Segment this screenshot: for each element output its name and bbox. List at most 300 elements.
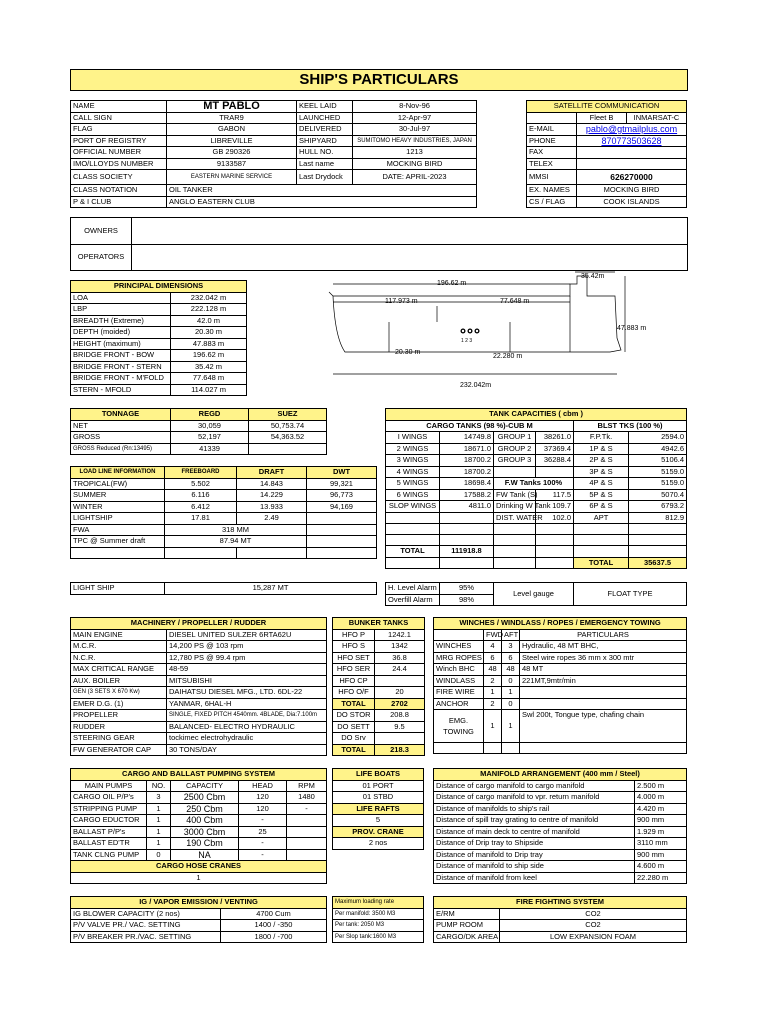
particulars-header: PARTICULARS [520, 629, 687, 641]
no-header: NO. [147, 780, 171, 792]
manifold-value: 22.280 m [635, 872, 687, 884]
winch-particulars [520, 687, 687, 699]
group-value: 109.7 [536, 501, 574, 513]
winch-particulars [520, 698, 687, 710]
cargo-total-label: TOTAL [386, 546, 440, 558]
ig-row [71, 931, 327, 943]
official-number-value: GB 290326 [167, 147, 297, 159]
winch-label: ANCHOR [434, 698, 484, 710]
owners-operators-box [70, 217, 688, 271]
ballast-tank-value: 2594.0 [629, 432, 687, 444]
pump-label: TANK CLNG PUMP [71, 849, 147, 861]
ballast-total-label: TOTAL [574, 557, 629, 569]
capacity-header: CAPACITY [171, 780, 239, 792]
winch-row [434, 687, 687, 699]
manifold-row [434, 838, 687, 850]
bunker-tank-value [375, 733, 425, 745]
manifold-value: 3110 mm [635, 838, 687, 850]
winch-aft: 1 [502, 687, 520, 699]
tpc-label: TPC @ Summer draft [71, 536, 165, 548]
cargo-tanks-header: CARGO TANKS (98 %)-CUB M [386, 420, 574, 432]
inmarsat-value: INMARSAT-C [627, 112, 687, 124]
machinery-label: EMER D.G. (1) [71, 698, 167, 710]
bunker-row [333, 652, 425, 664]
freeboard-header: FREEBOARD [165, 467, 237, 479]
loading-rate-row [333, 908, 424, 920]
fleet-value: Fleet B [577, 112, 627, 124]
operators-label: OPERATORS [71, 244, 132, 270]
bunker-tank-value: 2702 [375, 698, 425, 710]
ballast-tank-value: 812.9 [629, 512, 687, 524]
cargo-hose-cranes-value: 1 [71, 872, 327, 884]
manifold-row [434, 815, 687, 827]
tpc-value: 87.94 MT [165, 536, 307, 548]
group-label: GROUP 1 [494, 432, 536, 444]
life-boat-stbd: 01 STBD [333, 792, 424, 804]
fwa-value: 318 MM [165, 524, 307, 536]
group-value: 37369.4 [536, 443, 574, 455]
hull-no-label: HULL NO. [297, 147, 353, 159]
manifold-row [434, 792, 687, 804]
load-line-value [307, 513, 377, 525]
gross-reduced-regd: 41339 [171, 443, 249, 455]
group-label: FW Tank (S) [494, 489, 536, 501]
satellite-communication-table [526, 100, 686, 208]
phone-label: PHONE [527, 135, 577, 147]
dimension-label: LOA [71, 292, 171, 304]
level-gauge-type: FLOAT TYPE [574, 583, 687, 606]
drawing-height-dimension: 47.883 m [617, 325, 647, 332]
machinery-label: MAX CRITICAL RANGE [71, 664, 167, 676]
group-value: 38261.0 [536, 432, 574, 444]
keel-laid-value: 8-Nov-96 [353, 101, 477, 113]
manifold-value: 900 mm [635, 815, 687, 827]
drawing-depth-dimension: 20.30 m [395, 349, 421, 356]
pump-row [71, 838, 327, 850]
bunker-tank-label: TOTAL [333, 744, 375, 756]
loading-rate-value: Per tank: 2050 M3 [333, 920, 424, 932]
manifold-label: Distance of main deck to centre of manifold [434, 826, 635, 838]
machinery-label: GEN (3 SETS X 670 Kw) [71, 687, 167, 699]
light-ship-table [70, 582, 376, 595]
machinery-label: N.C.R. [71, 652, 167, 664]
ballast-tank-value: 5070.4 [629, 489, 687, 501]
pump-count: 1 [147, 803, 171, 815]
ballast-total-value: 35637.5 [629, 557, 687, 569]
load-line-value: 6.412 [165, 501, 237, 513]
gross-regd: 52,197 [171, 432, 249, 444]
load-line-row [71, 513, 377, 525]
life-boats-header: LIFE BOATS [333, 769, 424, 781]
dimension-row [71, 292, 247, 304]
machinery-value: tockimec electrohydraulic [167, 733, 327, 745]
telex-label: TELEX [527, 158, 577, 170]
machinery-row [71, 744, 327, 756]
cs-flag-value: COOK ISLANDS [577, 196, 687, 208]
load-line-value: 94,169 [307, 501, 377, 513]
pump-row [71, 849, 327, 861]
bunker-row [333, 733, 425, 745]
page-title: SHIP'S PARTICULARS [70, 69, 688, 91]
loading-rate-row [333, 931, 424, 943]
fire-fighting-table [433, 896, 686, 943]
dimension-row [71, 350, 247, 362]
drawing-keel-manifold-dimension: 22.280 m [493, 353, 523, 360]
group-value [536, 466, 574, 478]
machinery-row [71, 664, 327, 676]
ballast-tank-value: 5106.4 [629, 455, 687, 467]
name-label: NAME [71, 101, 167, 113]
ig-value: 1400 / -350 [221, 920, 327, 932]
imo-number-label: IMO/LLOYDS NUMBER [71, 158, 167, 170]
manifold-row [434, 826, 687, 838]
machinery-value: DIESEL UNITED SULZER 6RTA62U [167, 629, 327, 641]
winch-label: MRG ROPES [434, 652, 484, 664]
machinery-label: PROPELLER [71, 710, 167, 722]
tonnage-header: TONNAGE [71, 409, 171, 421]
manifold-value: 4.600 m [635, 861, 687, 873]
blank-row [386, 524, 687, 535]
fire-row [434, 908, 687, 920]
pump-capacity: 2500 Cbm [171, 792, 239, 804]
pi-club-value: ANGLO EASTERN CLUB [167, 196, 477, 208]
pump-rpm [287, 815, 327, 827]
cargo-tank-value [440, 512, 494, 524]
winch-fwd: 48 [484, 664, 502, 676]
pump-head: - [239, 838, 287, 850]
drawing-manifold-bridge-dimension: 77.648 m [500, 298, 530, 305]
bunker-row [333, 698, 425, 710]
tank-row [386, 501, 687, 513]
ballast-tank-value: 6793.2 [629, 501, 687, 513]
bunker-tank-value: 208.8 [375, 710, 425, 722]
pump-label: CARGO EDUCTOR [71, 815, 147, 827]
winch-row [434, 675, 687, 687]
gross-reduced-label: GROSS Reduced (Rn:13495) [71, 443, 171, 455]
pump-count: 1 [147, 826, 171, 838]
call-sign-label: CALL SIGN [71, 112, 167, 124]
pump-capacity: 3000 Cbm [171, 826, 239, 838]
flag-value: GABON [167, 124, 297, 136]
blank-row [386, 535, 687, 546]
dimension-row [71, 373, 247, 385]
machinery-row [71, 687, 327, 699]
tank-capacities-table [385, 408, 686, 569]
gross-reduced-suez [249, 443, 327, 455]
pump-label: BALLAST ED'TR [71, 838, 147, 850]
fwd-header: FWD [484, 629, 502, 641]
manifold-label: Distance of Drip tray to Shipside [434, 838, 635, 850]
bunker-row [333, 744, 425, 756]
ballast-tanks-header: BLST TKS (100 %) [574, 420, 687, 432]
ballast-tank-label: 6P & S [574, 501, 629, 513]
tank-row [386, 432, 687, 444]
winch-particulars: Hydraulic, 48 MT BHC, [520, 641, 687, 653]
ship-profile-drawing [325, 268, 686, 392]
dimension-value: 20.30 m [171, 327, 247, 339]
bunker-tank-value: 1242.1 [375, 629, 425, 641]
cargo-tank-label: 4 WINGS [386, 466, 440, 478]
machinery-value: DAIHATSU DIESEL MFG., LTD. 6DL-22 [167, 687, 327, 699]
load-line-label: LIGHTSHIP [71, 513, 165, 525]
pump-label: BALLAST P/P's [71, 826, 147, 838]
shipyard-label: SHIPYARD [297, 135, 353, 147]
manifold-row [434, 803, 687, 815]
bunker-tank-label: HFO SET [333, 652, 375, 664]
dimensions-header: PRINCIPAL DIMENSIONS [71, 281, 247, 293]
bunker-row [333, 721, 425, 733]
blank-row [434, 743, 687, 754]
winch-fwd: 1 [484, 687, 502, 699]
winch-aft: 48 [502, 664, 520, 676]
cargo-tank-value: 18671.0 [440, 443, 494, 455]
pump-count: 0 [147, 849, 171, 861]
pump-row [71, 792, 327, 804]
machinery-row [71, 733, 327, 745]
pumping-system-table [70, 768, 326, 884]
pump-capacity: NA [171, 849, 239, 861]
life-rafts-header: LIFE RAFTS [333, 803, 424, 815]
drawing-aft-manifold-dimension: 117.973 m [385, 298, 418, 305]
winch-particulars: 48 MT [520, 664, 687, 676]
dimension-value: 42.0 m [171, 315, 247, 327]
cargo-hose-cranes-header: CARGO HOSE CRANES [71, 861, 327, 873]
ig-label: IG BLOWER CAPACITY (2 nos) [71, 908, 221, 920]
load-line-label: SUMMER [71, 490, 165, 502]
light-ship-value: 15,287 MT [165, 583, 377, 595]
load-line-value: 13.933 [237, 501, 307, 513]
fire-area-label: CARGO/DK AREA [434, 931, 500, 943]
overfill-alarm-label: Overfill Alarm [386, 594, 440, 606]
launched-label: LAUNCHED [297, 112, 353, 124]
ig-header: IG / VAPOR EMISSION / VENTING [71, 897, 327, 909]
dimension-value: 47.883 m [171, 338, 247, 350]
manifold-value: 4.420 m [635, 803, 687, 815]
manifold-row [434, 861, 687, 873]
cargo-tank-value: 14749.8 [440, 432, 494, 444]
dimension-row [71, 338, 247, 350]
cargo-tank-value: 18700.2 [440, 455, 494, 467]
keel-laid-label: KEEL LAID [297, 101, 353, 113]
loading-rate-table [332, 896, 424, 943]
life-saving-table [332, 768, 424, 850]
dimension-value: 35.42 m [171, 361, 247, 373]
dimension-label: BREADTH (Extreme) [71, 315, 171, 327]
load-line-value: 96,773 [307, 490, 377, 502]
manifold-value: 4.000 m [635, 792, 687, 804]
cargo-tank-label: 3 WINGS [386, 455, 440, 467]
machinery-value: BALANCED- ELECTRO HYDRAULIC [167, 721, 327, 733]
flag-label: FLAG [71, 124, 167, 136]
fwa-label: FWA [71, 524, 165, 536]
bunker-tank-label: DO STOR [333, 710, 375, 722]
manifold-label: Distance of cargo manifold to vpr. return manifold [434, 792, 635, 804]
dimension-value: 232.042 m [171, 292, 247, 304]
winch-aft: 0 [502, 675, 520, 687]
ballast-total-row [386, 557, 687, 569]
class-society-value: EASTERN MARINE SERVICE [167, 170, 297, 185]
fire-area-label: PUMP ROOM [434, 920, 500, 932]
net-label: NET [71, 420, 171, 432]
manifold-label: Distance of manifolds to ship's rail [434, 803, 635, 815]
ig-venting-table [70, 896, 326, 943]
group-value: 117.5 [536, 489, 574, 501]
port-of-registry-value: LIBREVILLE [167, 135, 297, 147]
winch-row [434, 664, 687, 676]
phone-link[interactable]: 870773503628 [577, 135, 687, 147]
owners-label: OWNERS [71, 218, 132, 244]
tank-row [386, 455, 687, 467]
gross-label: GROSS [71, 432, 171, 444]
winches-header: WINCHES / WINDLASS / ROPES / EMERGENCY TOWING [434, 618, 687, 630]
email-link[interactable]: pablo@gtmailplus.com [577, 124, 687, 136]
life-boat-port: 01 PORT [333, 780, 424, 792]
pump-count: 1 [147, 838, 171, 850]
load-line-row [71, 490, 377, 502]
fw-tanks-header: F.W Tanks 100% [494, 478, 574, 490]
manifold-value: 2.500 m [635, 780, 687, 792]
dimension-row [71, 384, 247, 396]
bunker-tanks-table [332, 617, 424, 756]
pump-row [71, 815, 327, 827]
bunker-tank-label: HFO P [333, 629, 375, 641]
winches-table [433, 617, 686, 754]
hose-crane-row [71, 872, 327, 884]
dimension-label: BRIDGE FRONT - M'FOLD [71, 373, 171, 385]
load-line-value: 5.502 [165, 478, 237, 490]
operators-row [71, 244, 687, 270]
winch-particulars: Steel wire ropes 36 mm x 300 mtr [520, 652, 687, 664]
dimension-row [71, 327, 247, 339]
machinery-label: FW GENERATOR CAP [71, 744, 167, 756]
bunker-tanks-header: BUNKER TANKS [333, 618, 425, 630]
manifold-row [434, 849, 687, 861]
owners-row [71, 218, 687, 245]
manifold-label: Distance of manifold from keel [434, 872, 635, 884]
light-ship-label: LIGHT SHIP [71, 583, 165, 595]
dimension-value: 196.62 m [171, 350, 247, 362]
load-line-table [70, 466, 376, 559]
machinery-row [71, 710, 327, 722]
manifold-value: 1.929 m [635, 826, 687, 838]
ballast-tank-label: 4P & S [574, 478, 629, 490]
machinery-row [71, 652, 327, 664]
ballast-tank-value: 5159.0 [629, 466, 687, 478]
fire-system-value: LOW EXPANSION FOAM [500, 931, 687, 943]
tank-row [386, 512, 687, 524]
dimension-label: DEPTH (moided) [71, 327, 171, 339]
drawing-loa-dimension: 232.042m [460, 382, 492, 389]
group-value: 102.0 [536, 512, 574, 524]
class-notation-label: CLASS NOTATION [71, 185, 167, 197]
delivered-label: DELIVERED [297, 124, 353, 136]
loading-rate-header: Maximum loading rate [333, 897, 424, 909]
group-label [494, 466, 536, 478]
machinery-header: MACHINERY / PROPELLER / RUDDER [71, 618, 327, 630]
ballast-tank-label: 5P & S [574, 489, 629, 501]
tank-row [386, 443, 687, 455]
fire-system-value: CO2 [500, 908, 687, 920]
blank-row [71, 547, 377, 558]
loading-rate-value: Per Slop tank:1600 M3 [333, 931, 424, 943]
manifold-label: Distance of manifold to Drip tray [434, 849, 635, 861]
manifold-row [434, 872, 687, 884]
class-society-label: CLASS SOCIETY [71, 170, 167, 185]
bunker-tank-value [375, 675, 425, 687]
cargo-tank-value: 4811.0 [440, 501, 494, 513]
bunker-tank-label: TOTAL [333, 698, 375, 710]
load-line-value: 2.49 [237, 513, 307, 525]
winch-row [434, 698, 687, 710]
suez-header: SUEZ [249, 409, 327, 421]
ig-row [71, 908, 327, 920]
bunker-tank-value: 1342 [375, 641, 425, 653]
cargo-total-value: 111918.8 [440, 546, 494, 558]
emg-towing-row [434, 710, 687, 743]
pump-row [71, 826, 327, 838]
cargo-tank-label: SLOP WINGS [386, 501, 440, 513]
cargo-tank-label: 5 WINGS [386, 478, 440, 490]
fax-label: FAX [527, 147, 577, 159]
cs-flag-label: CS / FLAG [527, 196, 577, 208]
bunker-row [333, 675, 425, 687]
head-header: HEAD [239, 780, 287, 792]
pump-count: 3 [147, 792, 171, 804]
imo-number-value: 9133587 [167, 158, 297, 170]
group-label: GROUP 2 [494, 443, 536, 455]
high-level-alarm-label: H. Level Alarm [386, 583, 440, 595]
pump-row [71, 803, 327, 815]
ballast-tank-value: 4942.6 [629, 443, 687, 455]
ballast-tank-label: 3P & S [574, 466, 629, 478]
regd-header: REGD [171, 409, 249, 421]
ballast-tank-value: 5159.0 [629, 478, 687, 490]
dimension-label: STERN - MFOLD [71, 384, 171, 396]
ballast-tank-label: APT [574, 512, 629, 524]
machinery-label: M.C.R. [71, 641, 167, 653]
loading-rate-value: Per manifold: 3500 M3 [333, 908, 424, 920]
life-rafts-value: 5 [333, 815, 424, 827]
machinery-label: STEERING GEAR [71, 733, 167, 745]
group-value: 36288.4 [536, 455, 574, 467]
net-suez: 50,753.74 [249, 420, 327, 432]
manifold-label: Distance of manifold to ship side [434, 861, 635, 873]
load-line-label: WINTER [71, 501, 165, 513]
dimension-label: BRIDGE FRONT - BOW [71, 350, 171, 362]
tank-capacities-header: TANK CAPACITIES ( cbm ) [386, 409, 687, 421]
machinery-row [71, 629, 327, 641]
drawing-bridge-dimension: 35.42m [581, 273, 605, 280]
emg-towing-label: EMG. TOWING [434, 710, 484, 743]
pump-head: - [239, 849, 287, 861]
last-name-label: Last name [297, 158, 353, 170]
prov-crane-value: 2 nos [333, 838, 424, 850]
load-line-value: 14.229 [237, 490, 307, 502]
gross-suez: 54,363.52 [249, 432, 327, 444]
bunker-tank-label: HFO SER [333, 664, 375, 676]
machinery-row [71, 698, 327, 710]
satcom-header: SATELLITE COMMUNICATION [527, 101, 687, 113]
bunker-row [333, 687, 425, 699]
bunker-tank-label: HFO O/F [333, 687, 375, 699]
cargo-tank-label: 6 WINGS [386, 489, 440, 501]
manifold-label: Distance of cargo manifold to cargo manifold [434, 780, 635, 792]
dimension-row [71, 304, 247, 316]
pump-rpm [287, 826, 327, 838]
pump-label: CARGO OIL P/P's [71, 792, 147, 804]
draft-header: DRAFT [237, 467, 307, 479]
load-line-value: 99,321 [307, 478, 377, 490]
